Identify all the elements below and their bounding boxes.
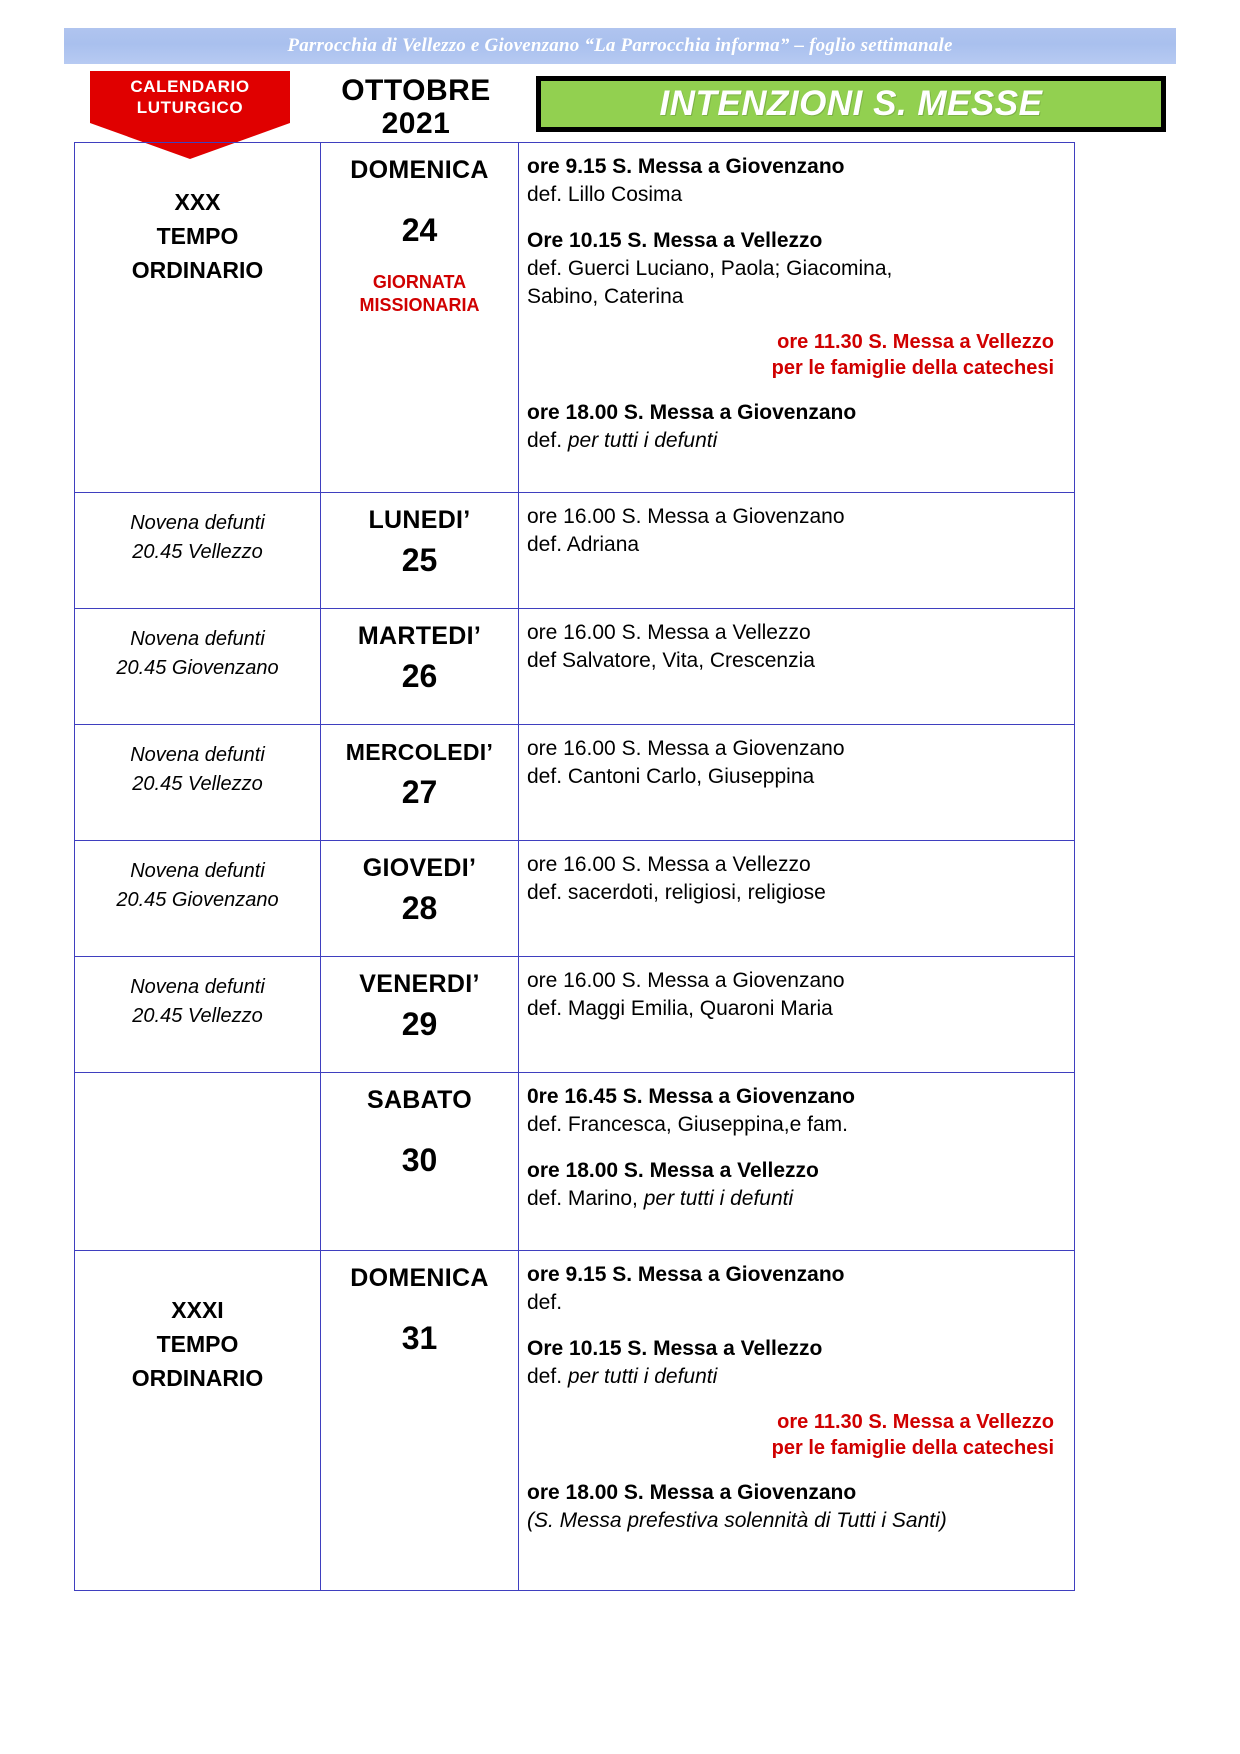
mass-intentions-title-inner <box>541 81 1161 127</box>
mass-intention-line <box>527 427 1068 455</box>
mass-intentions-title: INTENZIONI S. MESSE <box>659 84 1043 123</box>
day-of-week-label: MERCOLEDI’ <box>345 739 494 765</box>
mass-time-line: Ore 10.15 S. Messa a Vellezzo <box>527 229 823 252</box>
mass-intention-line: def. sacerdoti, religiosi, religiose <box>527 881 826 904</box>
mass-intention-line: def. Maggi Emilia, Quaroni Maria <box>527 997 833 1020</box>
mass-time-line: ore 9.15 S. Messa a Giovenzano <box>527 155 845 178</box>
day-block <box>321 725 518 811</box>
novena-label <box>75 957 320 1031</box>
day-cell <box>321 493 519 609</box>
novena-label <box>75 609 320 683</box>
day-cell <box>321 609 519 725</box>
mass-time-line: ore 16.00 S. Messa a Vellezzo <box>527 621 811 644</box>
day-number: 28 <box>401 890 438 926</box>
mass-intention-emphasis: per tutti i defunti <box>643 1187 794 1210</box>
mass-time-line: ore 16.00 S. Messa a Giovenzano <box>527 737 845 760</box>
season-cell <box>75 493 321 609</box>
novena-line: Novena defunti <box>130 744 265 766</box>
mass-intentions-cell <box>519 609 1075 725</box>
mass-time-line: ore 18.00 S. Messa a Giovenzano <box>527 1481 857 1504</box>
novena-line: 20.45 Vellezzo <box>132 773 263 795</box>
day-block <box>321 609 518 695</box>
day-block <box>321 1073 518 1179</box>
day-number: 29 <box>401 1006 438 1042</box>
day-number: 25 <box>401 542 438 578</box>
novena-line: Novena defunti <box>130 628 265 650</box>
season-cell <box>75 725 321 841</box>
novena-line: 20.45 Vellezzo <box>132 1005 263 1027</box>
novena-line: Novena defunti <box>130 512 265 534</box>
mass-list <box>519 841 1074 919</box>
month-year-block <box>326 74 506 140</box>
novena-label <box>75 841 320 915</box>
calendar-row <box>75 957 1075 1073</box>
season-cell-empty <box>75 1073 320 1083</box>
special-day-note <box>321 271 518 317</box>
liturgical-calendar-badge-line2: LUTURGICO <box>136 98 244 117</box>
season-line: TEMPO <box>156 223 239 249</box>
mass-time-line: ore 9.15 S. Messa a Giovenzano <box>527 1263 845 1286</box>
liturgical-season-label <box>75 1251 320 1395</box>
liturgical-calendar-table <box>74 142 1075 1591</box>
day-block <box>321 957 518 1043</box>
publication-banner <box>64 28 1176 64</box>
mass-intention-line: def. Adriana <box>527 533 640 556</box>
day-cell <box>321 725 519 841</box>
mass-intention-line: def. Lillo Cosima <box>527 183 683 206</box>
calendar-row <box>75 725 1075 841</box>
mass-intention-line: def. Cantoni Carlo, Giuseppina <box>527 765 815 788</box>
mass-time-line: ore 18.00 S. Messa a Vellezzo <box>527 1159 819 1182</box>
calendar-table-body <box>75 143 1075 1591</box>
liturgical-calendar-badge-line1: CALENDARIO <box>130 77 250 96</box>
special-day-note-line: GIORNATA <box>372 272 467 292</box>
novena-label <box>75 493 320 567</box>
novena-line: Novena defunti <box>130 860 265 882</box>
mass-spacer <box>527 1391 1068 1409</box>
novena-line: 20.45 Giovenzano <box>116 889 279 911</box>
mass-intention-prefix: def. <box>527 1365 568 1388</box>
day-cell <box>321 957 519 1073</box>
calendar-row <box>75 609 1075 725</box>
calendar-row <box>75 493 1075 609</box>
mass-list <box>519 143 1074 467</box>
season-cell <box>75 609 321 725</box>
mass-spacer <box>527 1317 1068 1335</box>
mass-intentions-cell <box>519 493 1075 609</box>
season-line: ORDINARIO <box>131 1365 264 1391</box>
season-line: TEMPO <box>156 1331 239 1357</box>
mass-intention-emphasis: per tutti i defunti <box>567 1365 718 1388</box>
day-of-week-label: LUNEDI’ <box>368 506 471 534</box>
mass-intentions-cell <box>519 957 1075 1073</box>
mass-list <box>519 957 1074 1035</box>
mass-intention-line <box>527 1185 1068 1213</box>
day-number: 24 <box>401 212 438 248</box>
day-of-week-label: DOMENICA <box>350 156 489 184</box>
day-block <box>321 493 518 579</box>
mass-list <box>519 1073 1074 1225</box>
mass-intention-line: def Salvatore, Vita, Crescenzia <box>527 649 815 672</box>
novena-line: 20.45 Giovenzano <box>116 657 279 679</box>
mass-intention-line: def. Francesca, Giuseppina,e fam. <box>527 1113 848 1136</box>
mass-intention-line: def. Guerci Luciano, Paola; Giacomina, <box>527 257 893 280</box>
day-of-week-label: VENERDI’ <box>359 970 480 998</box>
mass-intention-emphasis: (S. Messa prefestiva solennità di Tutti i Santi) <box>527 1509 947 1532</box>
day-cell <box>321 1251 519 1591</box>
mass-time-line: Ore 10.15 S. Messa a Vellezzo <box>527 1337 823 1360</box>
day-cell <box>321 1073 519 1251</box>
day-of-week-label: DOMENICA <box>350 1264 489 1292</box>
calendar-row <box>75 143 1075 493</box>
mass-intention-line: Sabino, Caterina <box>527 285 684 308</box>
season-line: XXX <box>174 189 221 215</box>
mass-intentions-title-box <box>536 76 1166 132</box>
season-line: XXXI <box>171 1297 224 1323</box>
day-of-week-label: SABATO <box>366 1086 473 1114</box>
mass-intentions-cell <box>519 1251 1075 1591</box>
day-cell <box>321 143 519 493</box>
mass-list <box>519 725 1074 803</box>
season-cell <box>75 841 321 957</box>
day-cell <box>321 841 519 957</box>
day-block <box>321 841 518 927</box>
mass-spacer <box>527 381 1068 399</box>
mass-intentions-cell <box>519 725 1075 841</box>
day-of-week-label: GIOVEDI’ <box>362 854 477 882</box>
mass-list <box>519 493 1074 571</box>
calendar-row <box>75 1073 1075 1251</box>
mass-time-highlight: ore 11.30 S. Messa a Vellezzo <box>777 331 1054 353</box>
season-line: ORDINARIO <box>131 257 264 283</box>
mass-time-line: ore 18.00 S. Messa a Giovenzano <box>527 401 857 424</box>
mass-intention-line: def. <box>527 1291 563 1314</box>
novena-line: 20.45 Vellezzo <box>132 541 263 563</box>
header-band <box>64 66 1176 144</box>
calendar-row <box>75 841 1075 957</box>
day-number: 31 <box>401 1320 438 1356</box>
day-number: 30 <box>401 1142 438 1178</box>
year-label: 2021 <box>381 107 451 140</box>
mass-intentions-cell <box>519 143 1075 493</box>
special-day-note-line: MISSIONARIA <box>359 295 480 315</box>
publication-banner-text: Parrocchia di Vellezzo e Giovenzano “La Parrocchia informa” – foglio settimanale <box>287 35 953 56</box>
mass-spacer <box>527 209 1068 227</box>
novena-label <box>75 725 320 799</box>
season-cell <box>75 1251 321 1591</box>
mass-time-line: 0re 16.45 S. Messa a Giovenzano <box>527 1085 856 1108</box>
calendar-row <box>75 1251 1075 1591</box>
month-label: OTTOBRE <box>341 74 491 107</box>
mass-list <box>519 609 1074 687</box>
season-cell <box>75 957 321 1073</box>
mass-spacer <box>527 1461 1068 1479</box>
mass-intention-line <box>527 1363 1068 1391</box>
liturgical-season-label <box>75 143 320 287</box>
day-number: 26 <box>401 658 438 694</box>
novena-line: Novena defunti <box>130 976 265 998</box>
day-number: 27 <box>401 774 438 810</box>
mass-note-highlight: per le famiglie della catechesi <box>771 357 1054 379</box>
mass-intention-prefix: def. <box>527 429 568 452</box>
mass-time-highlight: ore 11.30 S. Messa a Vellezzo <box>777 1411 1054 1433</box>
mass-spacer <box>527 1139 1068 1157</box>
season-cell <box>75 1073 321 1251</box>
liturgical-calendar-badge-body <box>90 71 290 123</box>
mass-time-line: ore 16.00 S. Messa a Vellezzo <box>527 853 811 876</box>
mass-list <box>519 1251 1074 1547</box>
mass-note-highlight: per le famiglie della catechesi <box>771 1437 1054 1459</box>
mass-time-line: ore 16.00 S. Messa a Giovenzano <box>527 505 845 528</box>
season-cell <box>75 143 321 493</box>
mass-spacer <box>527 311 1068 329</box>
mass-intentions-cell <box>519 1073 1075 1251</box>
mass-intention-emphasis: per tutti i defunti <box>567 429 718 452</box>
day-of-week-label: MARTEDI’ <box>357 622 482 650</box>
day-block <box>321 1251 518 1357</box>
day-block <box>321 143 518 317</box>
mass-time-line: ore 16.00 S. Messa a Giovenzano <box>527 969 845 992</box>
mass-intentions-cell <box>519 841 1075 957</box>
mass-intention-prefix: def. Marino, <box>527 1187 644 1210</box>
